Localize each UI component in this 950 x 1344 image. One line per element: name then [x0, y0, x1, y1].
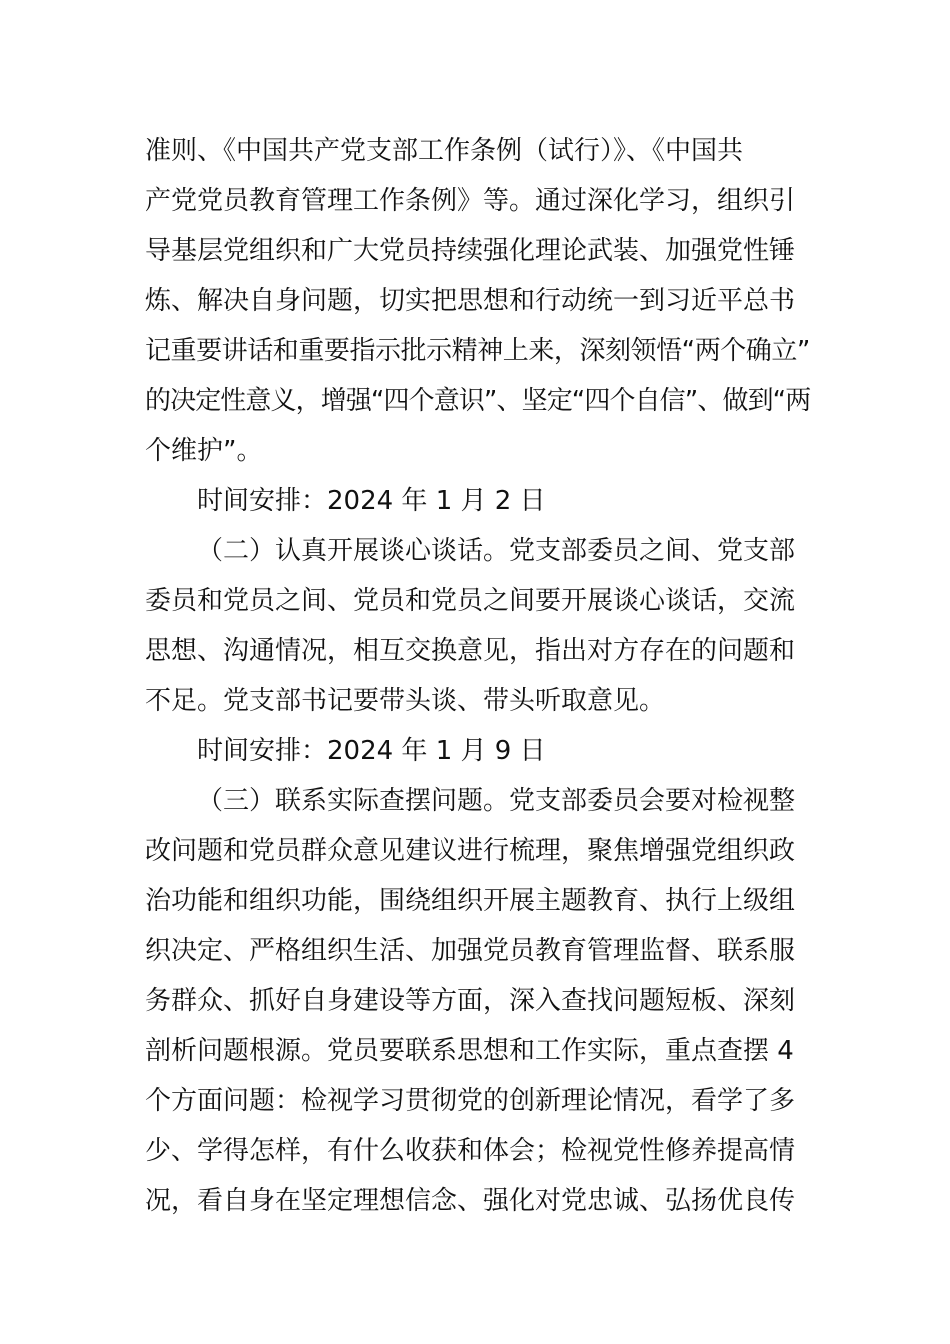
text-line: 个方面问题：检视学习贯彻党的创新理论情况，看学了多	[145, 1086, 796, 1116]
text-line: （二）认真开展谈心谈话。党支部委员之间、党支部	[197, 536, 796, 566]
text-line: 时间安排：2024 年 1 月 9 日	[197, 736, 546, 766]
text-line: 的决定性意义，增强“四个意识”、坚定“四个自信”、做到“两	[145, 386, 811, 416]
text-line: 记重要讲话和重要指示批示精神上来，深刻领悟“两个确立”	[145, 336, 810, 366]
text-line: 少、学得怎样，有什么收获和体会；检视党性修养提高情	[145, 1136, 796, 1166]
text-line: 准则、《中国共产党支部工作条例（试行）》、《中国共	[145, 136, 744, 166]
text-line: 况，看自身在坚定理想信念、强化对党忠诚、弘扬优良传	[145, 1186, 796, 1216]
text-line: 导基层党组织和广大党员持续强化理论武装、加强党性锤	[145, 236, 796, 266]
text-line: 炼、解决自身问题，切实把思想和行动统一到习近平总书	[145, 286, 796, 316]
text-line: 委员和党员之间、党员和党员之间要开展谈心谈话，交流	[145, 586, 796, 616]
text-line: 不足。党支部书记要带头谈、带头听取意见。	[145, 686, 666, 716]
text-line: 时间安排：2024 年 1 月 2 日	[197, 486, 546, 516]
text-line: 改问题和党员群众意见建议进行梳理，聚焦增强党组织政	[145, 836, 796, 866]
text-line: 产党党员教育管理工作条例》等。通过深化学习，组织引	[145, 186, 796, 216]
text-line: 个维护”。	[145, 436, 263, 466]
text-line: 务群众、抓好自身建设等方面，深入查找问题短板、深刻	[145, 986, 796, 1016]
text-line: 治功能和组织功能，围绕组织开展主题教育、执行上级组	[145, 886, 796, 916]
text-line: 思想、沟通情况，相互交换意见，指出对方存在的问题和	[145, 636, 796, 666]
document-body	[145, 126, 810, 1226]
text-line: （三）联系实际查摆问题。党支部委员会要对检视整	[197, 786, 796, 816]
text-line: 织决定、严格组织生活、加强党员教育管理监督、联系服	[145, 936, 796, 966]
text-line: 剖析问题根源。党员要联系思想和工作实际，重点查摆 4	[145, 1036, 794, 1066]
